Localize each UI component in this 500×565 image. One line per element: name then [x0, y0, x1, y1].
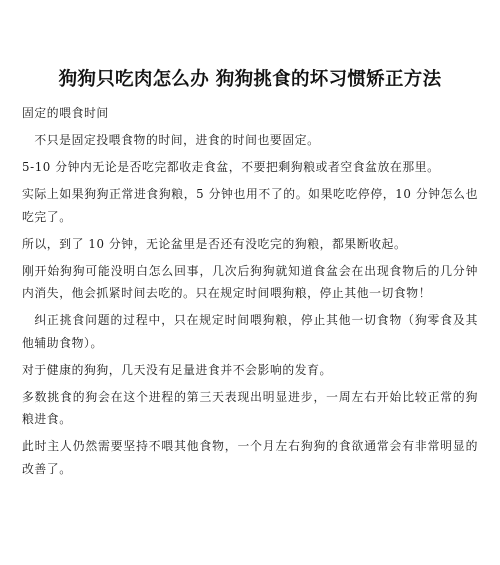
- paragraph: 不只是固定投喂食物的时间，进食的时间也要固定。: [34, 133, 320, 147]
- paragraph: 刚开始狗狗可能没明白怎么回事，几次后狗狗就知道食盆会在出现食物后的几分钟内消失，他会抓紧时间去吃的。只在规定时间喂狗粮，停止其他一切食物！: [22, 263, 478, 300]
- section-heading: 固定的喂食时间: [22, 106, 109, 120]
- paragraph: 5-10 分钟内无论是否吃完都收走食盆，不要把剩狗粮或者空食盆放在那里。: [22, 160, 440, 174]
- paragraph: 纠正挑食问题的过程中，只在规定时间喂狗粮，停止其他一切食物（狗零食及其他辅助食物）。: [22, 313, 478, 350]
- paragraph: 所以，到了 10 分钟，无论盆里是否还有没吃完的狗粮，都果断收起。: [22, 236, 407, 251]
- article-title: 狗狗只吃肉怎么办 狗狗挑食的坏习惯矫正方法: [58, 69, 442, 90]
- paragraph: 多数挑食的狗会在这个进程的第三天表现出明显进步，一周左右开始比较正常的狗粮进食。: [22, 389, 478, 426]
- paragraph: 对于健康的狗狗，几天没有足量进食并不会影响的发育。: [22, 362, 332, 377]
- article-body: [22, 102, 478, 480]
- paragraph: 此时主人仍然需要坚持不喂其他食物，一个月左右狗狗的食欲通常会有非常明显的改善了。: [22, 439, 478, 476]
- paragraph: 实际上如果狗狗正常进食狗粮，5 分钟也用不了的。如果吃吃停停，10 分钟怎么也吃完了。: [22, 187, 478, 224]
